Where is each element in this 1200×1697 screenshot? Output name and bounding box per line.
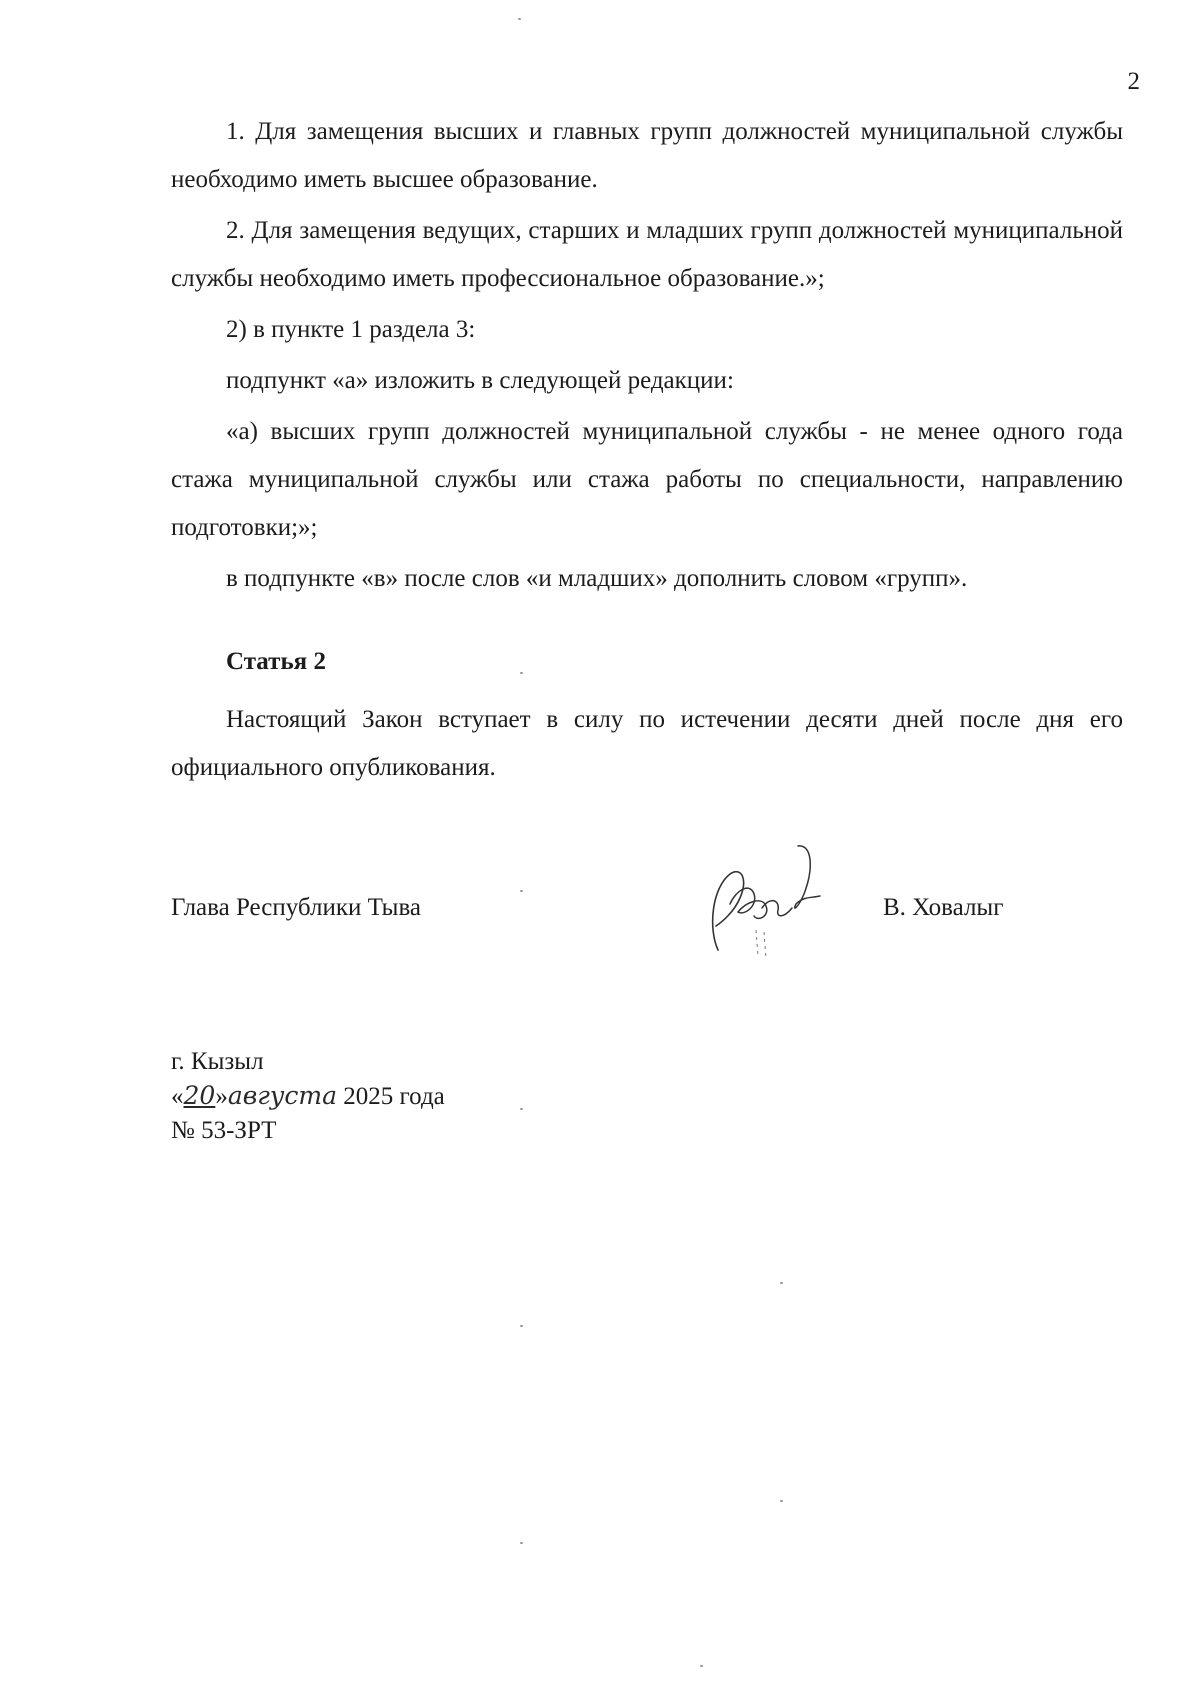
year-text: 2025 года [337, 1083, 445, 1110]
article-2-text: Настоящий Закон вступает в силу по истечении десяти дней после дня его официального опубликования. [171, 706, 1123, 781]
article-2-heading: Статья 2 [226, 648, 326, 675]
place-date-block [171, 1045, 445, 1148]
paragraph-subpoint-v: в подпункте «в» после слов «и младших» дополнить словом «групп». [226, 565, 968, 592]
article-2-section [171, 696, 1123, 792]
scan-speck [520, 1325, 523, 1327]
scan-speck [780, 1500, 783, 1502]
signatory-name: В. Ховалыг [883, 894, 1004, 921]
paragraph-professional-education: 2. Для замещения ведущих, старших и младших групп должностей муниципальной службы необходимо иметь профессиональное образование.»; [171, 217, 1123, 292]
paragraph-subpoint-a-text: «а) высших групп должностей муниципальной службы - не менее одного года стажа муниципальной службы или стажа работы по специальности, направлению подготовки;»; [171, 418, 1123, 541]
scan-speck [520, 1542, 523, 1544]
scan-speck [518, 18, 521, 20]
scan-speck [700, 1665, 703, 1667]
paragraph-subpoint-a-intro: подпункт «а» изложить в следующей редакции: [226, 367, 734, 394]
handwritten-day: 20 [183, 1081, 216, 1110]
paragraph-section-3-point-1: 2) в пункте 1 раздела 3: [226, 316, 476, 343]
amendments-section [171, 108, 1123, 603]
scan-speck [520, 1108, 523, 1110]
scan-speck [520, 672, 523, 674]
law-number: № 53-ЗРТ [171, 1117, 277, 1144]
scan-speck [780, 1282, 783, 1284]
signing-date: «20»августа 2025 года [171, 1081, 445, 1110]
handwritten-month: августа [227, 1081, 338, 1110]
scan-speck [520, 890, 523, 892]
handwritten-signature [700, 838, 840, 978]
city: г. Кызыл [171, 1048, 264, 1075]
paragraph-higher-education: 1. Для замещения высших и главных групп должностей муниципальной службы необходимо иметь высшее образование. [171, 118, 1123, 193]
page-number: 2 [1127, 68, 1140, 95]
signatory-title: Глава Республики Тыва [171, 894, 422, 921]
